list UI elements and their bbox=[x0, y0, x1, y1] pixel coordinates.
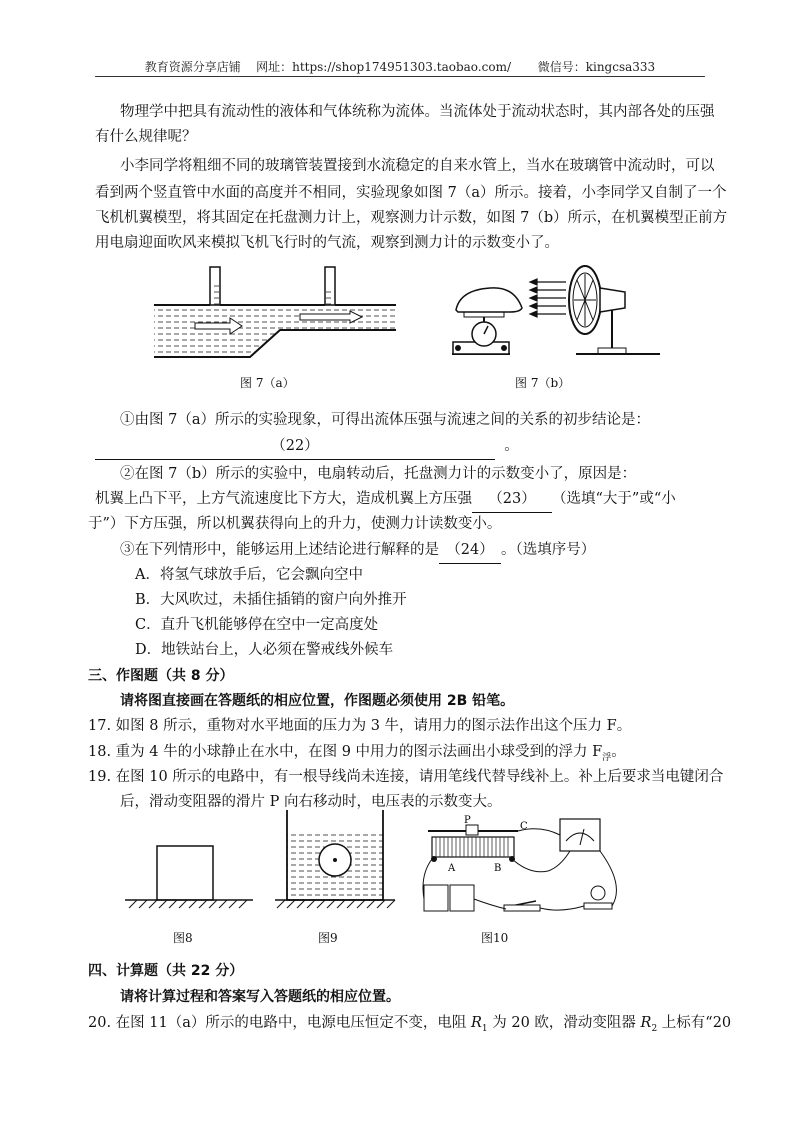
section-3-instruction: 请将图直接画在答题纸的相应位置，作图题必须使用 2B 铅笔。 bbox=[120, 693, 515, 709]
label-P: P bbox=[464, 815, 471, 826]
option-b: B．大风吹过，未插住插销的窗户向外推开 bbox=[135, 592, 407, 608]
intro-line-2: 有什么规律呢？ bbox=[95, 129, 197, 145]
answer-blank-23[interactable]: （23） bbox=[472, 487, 552, 513]
intro-line-6: 用电扇迎面吹风来模拟飞机飞行时的气流，观察到测力计的示数变小了。 bbox=[95, 235, 559, 251]
q22-end: 。 bbox=[504, 438, 519, 454]
question-19-line-2: 后，滑动变阻器的滑片 P 向右移动时，电压表的示数变大。 bbox=[120, 794, 502, 810]
question-18-text: 18. 重为 4 牛的小球静止在水中，在图 9 中用力的图示法画出小球受到的浮力 F bbox=[88, 744, 603, 760]
q22-text: ①由图 7（a）所示的实验现象，可得出流体压强与流速之间的关系的初步结论是： bbox=[120, 412, 650, 428]
option-c: C．直升飞机能够停在空中一定高度处 bbox=[135, 617, 379, 633]
option-d: D．地铁站台上，人必须在警戒线外候车 bbox=[135, 642, 394, 658]
q23-line-3: 于”）下方压强，所以机翼获得向上的升力，使测力计读数变小。 bbox=[88, 516, 502, 532]
url-label: 网址： bbox=[256, 60, 293, 74]
question-20-text-c: 上标有“20 bbox=[657, 1015, 732, 1031]
q24-line bbox=[120, 538, 595, 564]
question-20-text-a: 20. 在图 11（a）所示的电路中，电源电压恒定不变，电阻 bbox=[88, 1015, 471, 1031]
figure-7a-caption: 图 7（a） bbox=[240, 376, 295, 390]
q23-text-a: 机翼上凸下平，上方气流速度比下方大，造成机翼上方压强 bbox=[95, 491, 472, 507]
figure-9-caption: 图9 bbox=[318, 931, 338, 945]
question-20-text-b: 为 20 欧，滑动变阻器 bbox=[487, 1015, 641, 1031]
figure-7a bbox=[150, 265, 400, 365]
shop-name: 教育资源分享店铺 bbox=[144, 60, 241, 74]
figure-7b-caption: 图 7（b） bbox=[515, 376, 571, 390]
shop-url[interactable]: https://shop174951303.taobao.com/ bbox=[292, 60, 511, 74]
figure-10-caption: 图10 bbox=[481, 931, 509, 945]
label-C: C bbox=[520, 821, 528, 832]
section-4-title: 四、计算题（共 22 分） bbox=[88, 963, 244, 979]
r1-symbol: R bbox=[470, 1015, 482, 1031]
question-17: 17. 如图 8 所示，重物对水平地面的压力为 3 牛，请用力的图示法作出这个压力 F。 bbox=[88, 718, 632, 734]
label-A: A bbox=[448, 863, 456, 874]
q23-text-b: （选填“大于”或“小 bbox=[552, 491, 676, 507]
figure-9 bbox=[275, 808, 395, 913]
figure-8 bbox=[125, 845, 255, 910]
wechat-label: 微信号： bbox=[537, 60, 586, 74]
q23-line-1: ②在图 7（b）所示的实验中，电扇转动后，托盘测力计的示数变小了，原因是： bbox=[120, 466, 637, 482]
section-3-title: 三、作图题（共 8 分） bbox=[88, 668, 234, 684]
label-B: B bbox=[494, 863, 502, 874]
intro-line-4: 看到两个竖直管中水面的高度并不相同，实验现象如图 7（a）所示。接着，小李同学又自制了一个 bbox=[95, 185, 727, 201]
header-divider bbox=[95, 76, 705, 77]
figure-10 bbox=[420, 815, 630, 925]
section-4-instruction: 请将计算过程和答案写入答题纸的相应位置。 bbox=[120, 989, 400, 1005]
question-18-end: 。 bbox=[611, 744, 626, 760]
answer-blank-24[interactable]: （24） bbox=[439, 538, 501, 564]
q24-text: ③在下列情形中，能够运用上述结论进行解释的是 bbox=[120, 542, 439, 558]
option-a: A．将氢气球放手后，它会飘向空中 bbox=[135, 567, 363, 583]
intro-line-1: 物理学中把具有流动性的液体和气体统称为流体。当流体处于流动状态时，其内部各处的压强 bbox=[120, 104, 715, 120]
wechat-id: kingcsa333 bbox=[585, 60, 656, 74]
question-20 bbox=[88, 1011, 731, 1042]
intro-line-5: 飞机机翼模型，将其固定在托盘测力计上，观察测力计示数，如图 7（b）所示，在机翼模型正前方 bbox=[95, 210, 728, 226]
r1-subscript: 1 bbox=[481, 1023, 488, 1034]
r2-symbol: R bbox=[640, 1015, 652, 1031]
q23-line-2 bbox=[95, 487, 676, 513]
figure-7b bbox=[450, 262, 670, 367]
answer-blank-22[interactable]: （22） bbox=[95, 434, 495, 460]
q22-answer-line bbox=[95, 434, 519, 460]
intro-line-3: 小李同学将粗细不同的玻璃管装置接到水流稳定的自来水管上，当水在玻璃管中流动时，可以 bbox=[120, 158, 715, 174]
figure-8-caption: 图8 bbox=[173, 931, 193, 945]
question-19-line-1: 19. 在图 10 所示的电路中，有一根导线尚未连接，请用笔线代替导线补上。补上后要求当电键闭合 bbox=[88, 769, 724, 785]
page-header bbox=[95, 58, 705, 75]
r2-subscript: 2 bbox=[651, 1023, 658, 1034]
float-subscript: 浮 bbox=[602, 752, 612, 763]
q24-end: 。（选填序号） bbox=[501, 542, 596, 558]
